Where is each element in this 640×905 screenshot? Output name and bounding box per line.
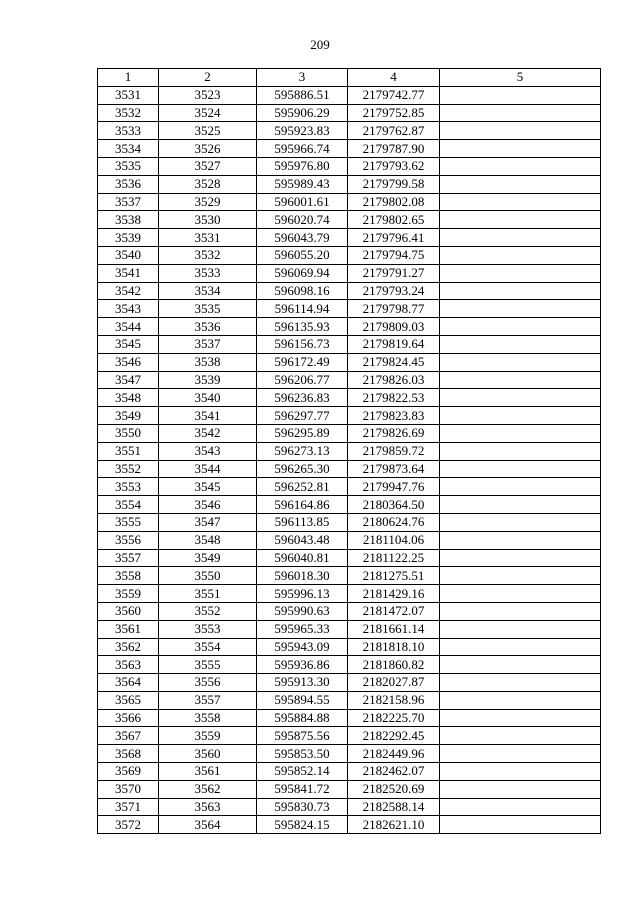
table-row [98, 371, 601, 389]
cell-point-index: 3543 [159, 442, 257, 460]
cell-point-number: 3551 [98, 442, 159, 460]
cell-point-number: 3571 [98, 798, 159, 816]
cell-point-number: 3559 [98, 585, 159, 603]
cell-y-coordinate: 2179796.41 [348, 229, 440, 247]
table-row [98, 745, 601, 763]
cell-note [440, 674, 601, 692]
cell-y-coordinate: 2179859.72 [348, 442, 440, 460]
cell-point-index: 3561 [159, 763, 257, 781]
cell-point-index: 3556 [159, 674, 257, 692]
table-row [98, 175, 601, 193]
cell-note [440, 86, 601, 104]
cell-x-coordinate: 596265.30 [257, 460, 348, 478]
cell-point-number: 3540 [98, 246, 159, 264]
cell-x-coordinate: 596156.73 [257, 335, 348, 353]
column-header-1: 1 [98, 69, 159, 87]
cell-point-index: 3524 [159, 104, 257, 122]
table-row [98, 264, 601, 282]
cell-point-number: 3533 [98, 122, 159, 140]
cell-note [440, 122, 601, 140]
cell-note [440, 282, 601, 300]
cell-x-coordinate: 595943.09 [257, 638, 348, 656]
cell-point-index: 3532 [159, 246, 257, 264]
cell-y-coordinate: 2182158.96 [348, 691, 440, 709]
cell-point-index: 3545 [159, 478, 257, 496]
cell-point-number: 3555 [98, 513, 159, 531]
cell-x-coordinate: 596018.30 [257, 567, 348, 585]
cell-y-coordinate: 2182621.10 [348, 816, 440, 834]
table-row [98, 656, 601, 674]
cell-x-coordinate: 595875.56 [257, 727, 348, 745]
cell-y-coordinate: 2182462.07 [348, 763, 440, 781]
table-row [98, 674, 601, 692]
cell-note [440, 318, 601, 336]
cell-note [440, 656, 601, 674]
cell-note [440, 513, 601, 531]
table-row [98, 318, 601, 336]
cell-point-number: 3563 [98, 656, 159, 674]
cell-point-number: 3564 [98, 674, 159, 692]
table-row [98, 585, 601, 603]
cell-note [440, 780, 601, 798]
coordinates-table [97, 68, 601, 834]
cell-y-coordinate: 2179809.03 [348, 318, 440, 336]
cell-y-coordinate: 2179873.64 [348, 460, 440, 478]
table-row [98, 335, 601, 353]
table-row [98, 424, 601, 442]
cell-x-coordinate: 595936.86 [257, 656, 348, 674]
cell-note [440, 140, 601, 158]
cell-note [440, 460, 601, 478]
cell-point-number: 3569 [98, 763, 159, 781]
cell-y-coordinate: 2181860.82 [348, 656, 440, 674]
cell-point-number: 3531 [98, 86, 159, 104]
cell-point-index: 3536 [159, 318, 257, 336]
cell-x-coordinate: 595923.83 [257, 122, 348, 140]
table-row [98, 709, 601, 727]
cell-note [440, 763, 601, 781]
cell-point-index: 3562 [159, 780, 257, 798]
cell-point-number: 3534 [98, 140, 159, 158]
cell-point-index: 3553 [159, 620, 257, 638]
cell-x-coordinate: 596040.81 [257, 549, 348, 567]
cell-point-index: 3548 [159, 531, 257, 549]
cell-x-coordinate: 595824.15 [257, 816, 348, 834]
cell-point-number: 3545 [98, 335, 159, 353]
cell-point-number: 3541 [98, 264, 159, 282]
cell-y-coordinate: 2179826.03 [348, 371, 440, 389]
cell-point-number: 3557 [98, 549, 159, 567]
table-row [98, 407, 601, 425]
table-row [98, 549, 601, 567]
cell-note [440, 709, 601, 727]
cell-point-number: 3549 [98, 407, 159, 425]
cell-point-number: 3532 [98, 104, 159, 122]
cell-y-coordinate: 2179742.77 [348, 86, 440, 104]
cell-note [440, 157, 601, 175]
cell-point-number: 3547 [98, 371, 159, 389]
cell-point-number: 3561 [98, 620, 159, 638]
cell-point-index: 3523 [159, 86, 257, 104]
cell-note [440, 478, 601, 496]
table-row [98, 567, 601, 585]
cell-y-coordinate: 2179802.65 [348, 211, 440, 229]
cell-note [440, 727, 601, 745]
cell-x-coordinate: 595996.13 [257, 585, 348, 603]
table-row [98, 602, 601, 620]
cell-point-index: 3531 [159, 229, 257, 247]
header-row [98, 69, 601, 87]
cell-y-coordinate: 2181818.10 [348, 638, 440, 656]
cell-y-coordinate: 2181661.14 [348, 620, 440, 638]
cell-point-index: 3549 [159, 549, 257, 567]
table-row [98, 193, 601, 211]
cell-point-index: 3533 [159, 264, 257, 282]
cell-point-number: 3542 [98, 282, 159, 300]
table-row [98, 300, 601, 318]
cell-x-coordinate: 595886.51 [257, 86, 348, 104]
cell-x-coordinate: 595906.29 [257, 104, 348, 122]
table-row [98, 229, 601, 247]
cell-y-coordinate: 2179787.90 [348, 140, 440, 158]
cell-note [440, 300, 601, 318]
cell-point-index: 3540 [159, 389, 257, 407]
cell-note [440, 175, 601, 193]
cell-point-number: 3552 [98, 460, 159, 478]
cell-point-index: 3530 [159, 211, 257, 229]
cell-point-number: 3556 [98, 531, 159, 549]
cell-x-coordinate: 595990.63 [257, 602, 348, 620]
cell-point-number: 3553 [98, 478, 159, 496]
table-row [98, 211, 601, 229]
cell-note [440, 104, 601, 122]
cell-point-number: 3538 [98, 211, 159, 229]
cell-point-index: 3528 [159, 175, 257, 193]
table-row [98, 442, 601, 460]
table-row [98, 478, 601, 496]
cell-y-coordinate: 2179762.87 [348, 122, 440, 140]
cell-y-coordinate: 2179823.83 [348, 407, 440, 425]
cell-y-coordinate: 2182520.69 [348, 780, 440, 798]
table-row [98, 86, 601, 104]
cell-point-index: 3544 [159, 460, 257, 478]
cell-point-number: 3539 [98, 229, 159, 247]
cell-note [440, 353, 601, 371]
cell-note [440, 371, 601, 389]
cell-x-coordinate: 596043.48 [257, 531, 348, 549]
cell-point-number: 3537 [98, 193, 159, 211]
table-header [98, 69, 601, 87]
table-row [98, 798, 601, 816]
table-row [98, 282, 601, 300]
table-row [98, 496, 601, 514]
column-header-4: 4 [348, 69, 440, 87]
cell-note [440, 424, 601, 442]
cell-x-coordinate: 596043.79 [257, 229, 348, 247]
cell-point-index: 3554 [159, 638, 257, 656]
cell-point-index: 3527 [159, 157, 257, 175]
cell-x-coordinate: 596113.85 [257, 513, 348, 531]
cell-x-coordinate: 596098.16 [257, 282, 348, 300]
cell-point-index: 3547 [159, 513, 257, 531]
cell-x-coordinate: 596114.94 [257, 300, 348, 318]
cell-point-index: 3551 [159, 585, 257, 603]
cell-y-coordinate: 2179752.85 [348, 104, 440, 122]
table-row [98, 389, 601, 407]
cell-point-index: 3546 [159, 496, 257, 514]
cell-y-coordinate: 2179824.45 [348, 353, 440, 371]
cell-point-index: 3525 [159, 122, 257, 140]
cell-y-coordinate: 2180364.50 [348, 496, 440, 514]
cell-y-coordinate: 2182027.87 [348, 674, 440, 692]
cell-point-index: 3534 [159, 282, 257, 300]
cell-point-index: 3559 [159, 727, 257, 745]
cell-point-number: 3554 [98, 496, 159, 514]
cell-point-index: 3526 [159, 140, 257, 158]
cell-point-number: 3544 [98, 318, 159, 336]
cell-point-index: 3538 [159, 353, 257, 371]
cell-point-number: 3558 [98, 567, 159, 585]
table-row [98, 727, 601, 745]
cell-point-index: 3541 [159, 407, 257, 425]
cell-point-index: 3535 [159, 300, 257, 318]
table-row [98, 816, 601, 834]
cell-x-coordinate: 595976.80 [257, 157, 348, 175]
cell-point-index: 3563 [159, 798, 257, 816]
cell-y-coordinate: 2179802.08 [348, 193, 440, 211]
cell-note [440, 798, 601, 816]
cell-y-coordinate: 2179793.24 [348, 282, 440, 300]
cell-point-number: 3560 [98, 602, 159, 620]
cell-point-number: 3572 [98, 816, 159, 834]
cell-y-coordinate: 2179793.62 [348, 157, 440, 175]
cell-y-coordinate: 2179819.64 [348, 335, 440, 353]
cell-y-coordinate: 2179794.75 [348, 246, 440, 264]
cell-point-number: 3550 [98, 424, 159, 442]
cell-y-coordinate: 2181122.25 [348, 549, 440, 567]
cell-y-coordinate: 2179947.76 [348, 478, 440, 496]
cell-y-coordinate: 2179799.58 [348, 175, 440, 193]
cell-note [440, 496, 601, 514]
cell-y-coordinate: 2179791.27 [348, 264, 440, 282]
table-row [98, 157, 601, 175]
cell-point-number: 3543 [98, 300, 159, 318]
cell-note [440, 264, 601, 282]
cell-point-index: 3552 [159, 602, 257, 620]
cell-point-index: 3537 [159, 335, 257, 353]
cell-y-coordinate: 2181429.16 [348, 585, 440, 603]
table-row [98, 763, 601, 781]
cell-x-coordinate: 596236.83 [257, 389, 348, 407]
cell-point-number: 3562 [98, 638, 159, 656]
table-row [98, 353, 601, 371]
cell-note [440, 442, 601, 460]
cell-x-coordinate: 595830.73 [257, 798, 348, 816]
column-header-2: 2 [159, 69, 257, 87]
cell-y-coordinate: 2179798.77 [348, 300, 440, 318]
cell-note [440, 407, 601, 425]
cell-x-coordinate: 596069.94 [257, 264, 348, 282]
cell-point-number: 3568 [98, 745, 159, 763]
cell-x-coordinate: 596206.77 [257, 371, 348, 389]
cell-note [440, 585, 601, 603]
table-row [98, 620, 601, 638]
cell-x-coordinate: 596001.61 [257, 193, 348, 211]
cell-note [440, 745, 601, 763]
cell-x-coordinate: 595894.55 [257, 691, 348, 709]
table-row [98, 691, 601, 709]
cell-point-number: 3536 [98, 175, 159, 193]
cell-point-number: 3546 [98, 353, 159, 371]
cell-x-coordinate: 595965.33 [257, 620, 348, 638]
cell-x-coordinate: 596252.81 [257, 478, 348, 496]
table-row [98, 246, 601, 264]
cell-y-coordinate: 2181275.51 [348, 567, 440, 585]
cell-point-number: 3535 [98, 157, 159, 175]
cell-y-coordinate: 2182588.14 [348, 798, 440, 816]
cell-y-coordinate: 2182449.96 [348, 745, 440, 763]
cell-note [440, 335, 601, 353]
table-row [98, 531, 601, 549]
column-header-3: 3 [257, 69, 348, 87]
cell-x-coordinate: 596297.77 [257, 407, 348, 425]
cell-x-coordinate: 596135.93 [257, 318, 348, 336]
cell-point-number: 3548 [98, 389, 159, 407]
cell-point-number: 3566 [98, 709, 159, 727]
cell-x-coordinate: 596172.49 [257, 353, 348, 371]
cell-note [440, 531, 601, 549]
cell-note [440, 549, 601, 567]
cell-x-coordinate: 595913.30 [257, 674, 348, 692]
cell-y-coordinate: 2181104.06 [348, 531, 440, 549]
table-row [98, 638, 601, 656]
table-row [98, 513, 601, 531]
table-row [98, 780, 601, 798]
table-row [98, 460, 601, 478]
cell-point-index: 3550 [159, 567, 257, 585]
table-row [98, 140, 601, 158]
cell-y-coordinate: 2182225.70 [348, 709, 440, 727]
cell-point-number: 3565 [98, 691, 159, 709]
cell-x-coordinate: 595853.50 [257, 745, 348, 763]
cell-x-coordinate: 595841.72 [257, 780, 348, 798]
cell-x-coordinate: 595966.74 [257, 140, 348, 158]
cell-y-coordinate: 2182292.45 [348, 727, 440, 745]
cell-point-index: 3555 [159, 656, 257, 674]
page-number: 209 [310, 37, 330, 52]
cell-x-coordinate: 596295.89 [257, 424, 348, 442]
cell-point-index: 3542 [159, 424, 257, 442]
table-row [98, 122, 601, 140]
cell-point-number: 3570 [98, 780, 159, 798]
table-body [98, 86, 601, 833]
cell-x-coordinate: 595852.14 [257, 763, 348, 781]
cell-note [440, 691, 601, 709]
cell-point-index: 3539 [159, 371, 257, 389]
cell-note [440, 193, 601, 211]
cell-y-coordinate: 2179822.53 [348, 389, 440, 407]
cell-x-coordinate: 595884.88 [257, 709, 348, 727]
cell-x-coordinate: 595989.43 [257, 175, 348, 193]
cell-y-coordinate: 2179826.69 [348, 424, 440, 442]
cell-point-index: 3560 [159, 745, 257, 763]
table-row [98, 104, 601, 122]
cell-x-coordinate: 596055.20 [257, 246, 348, 264]
cell-point-index: 3558 [159, 709, 257, 727]
cell-point-index: 3557 [159, 691, 257, 709]
cell-x-coordinate: 596164.86 [257, 496, 348, 514]
cell-note [440, 602, 601, 620]
cell-y-coordinate: 2181472.07 [348, 602, 440, 620]
cell-x-coordinate: 596273.13 [257, 442, 348, 460]
cell-note [440, 567, 601, 585]
column-header-5: 5 [440, 69, 601, 87]
cell-note [440, 246, 601, 264]
cell-y-coordinate: 2180624.76 [348, 513, 440, 531]
cell-note [440, 638, 601, 656]
cell-note [440, 816, 601, 834]
cell-note [440, 620, 601, 638]
cell-point-index: 3529 [159, 193, 257, 211]
cell-point-index: 3564 [159, 816, 257, 834]
cell-note [440, 229, 601, 247]
cell-note [440, 389, 601, 407]
cell-x-coordinate: 596020.74 [257, 211, 348, 229]
cell-point-number: 3567 [98, 727, 159, 745]
cell-note [440, 211, 601, 229]
